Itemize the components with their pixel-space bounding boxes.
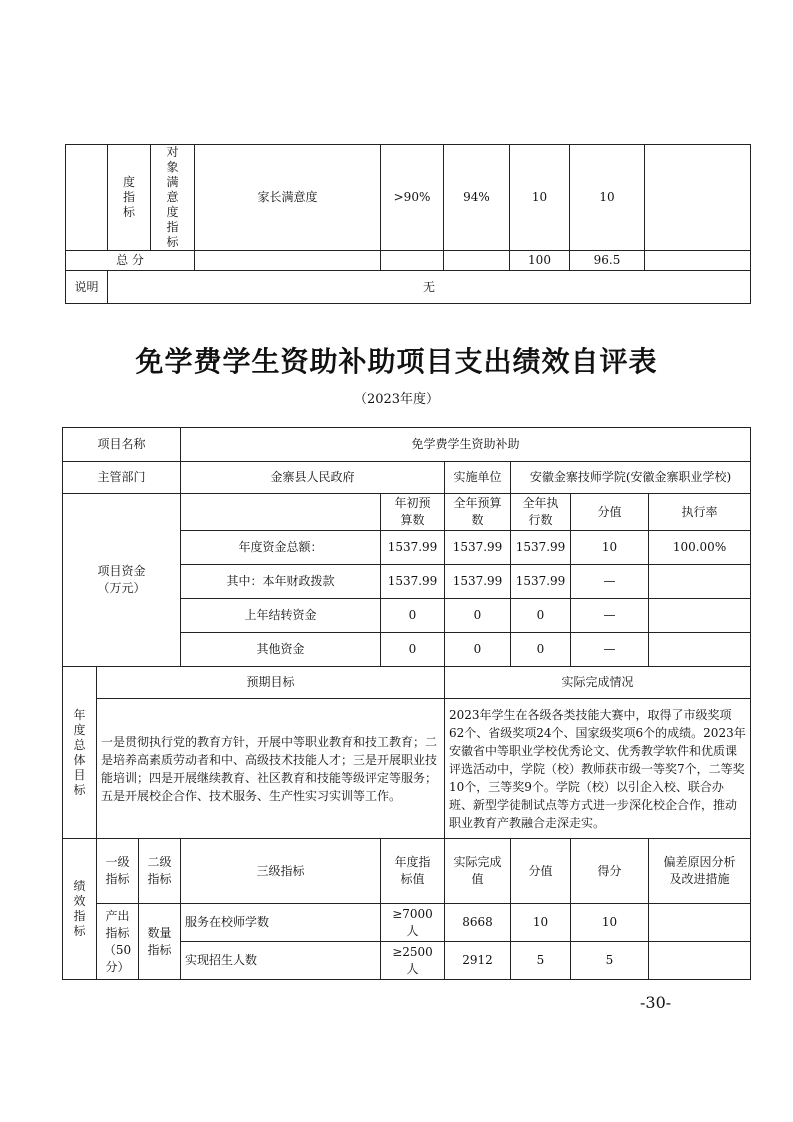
perf-header-deviation: 偏差原因分析及改进措施 <box>649 839 751 904</box>
dept-label: 主管部门 <box>63 462 181 494</box>
goals-expected-header: 预期目标 <box>97 667 445 699</box>
level2-indicator: 对象满意度指标 <box>151 145 195 251</box>
total-weight: 100 <box>510 251 570 271</box>
perf-weight: 5 <box>511 942 571 980</box>
project-name: 免学费学生资助补助 <box>181 428 751 462</box>
funds-executed: 1537.99 <box>511 565 571 599</box>
perf-deviation <box>649 942 751 980</box>
funds-header: 全年执行数 <box>511 494 571 531</box>
target-value: >90% <box>381 145 444 251</box>
funds-executed: 0 <box>511 633 571 667</box>
funds-budget-year: 1537.99 <box>445 531 511 565</box>
performance-label: 绩效指标 <box>63 839 97 980</box>
funds-rate <box>649 599 751 633</box>
dept-value: 金寨县人民政府 <box>181 462 445 494</box>
funds-executed: 0 <box>511 599 571 633</box>
note-label: 说明 <box>66 271 108 304</box>
funds-rate <box>649 565 751 599</box>
perf-level2-quantity: 数量指标 <box>139 904 181 980</box>
goals-label: 年度总体目标 <box>63 667 97 839</box>
funds-budget-start: 0 <box>381 633 445 667</box>
cell-empty <box>195 251 381 271</box>
cell-empty <box>381 251 444 271</box>
project-name-label: 项目名称 <box>63 428 181 462</box>
perf-weight: 10 <box>511 904 571 942</box>
perf-deviation <box>649 904 751 942</box>
perf-indicator: 服务在校师学数 <box>181 904 381 942</box>
funds-executed: 1537.99 <box>511 531 571 565</box>
funds-header: 分值 <box>571 494 649 531</box>
level3-indicator: 家长满意度 <box>195 145 381 251</box>
funds-row-name: 其他资金 <box>181 633 381 667</box>
cell-empty <box>181 494 381 531</box>
funds-row-name: 其中：本年财政拨款 <box>181 565 381 599</box>
cell-empty <box>645 251 751 271</box>
funds-rate: 100.00% <box>649 531 751 565</box>
funds-weight: — <box>571 599 649 633</box>
perf-header-weight: 分值 <box>511 839 571 904</box>
perf-target: ≥7000人 <box>381 904 445 942</box>
funds-header: 年初预算数 <box>381 494 445 531</box>
perf-actual: 2912 <box>445 942 511 980</box>
perf-header-level2: 二级指标 <box>139 839 181 904</box>
perf-header-target: 年度指标值 <box>381 839 445 904</box>
note-value: 无 <box>108 271 751 304</box>
funds-budget-year: 0 <box>445 599 511 633</box>
cell-empty <box>66 145 108 251</box>
perf-target: ≥2500人 <box>381 942 445 980</box>
remark-cell <box>645 145 751 251</box>
funds-budget-start: 0 <box>381 599 445 633</box>
perf-indicator: 实现招生人数 <box>181 942 381 980</box>
goals-expected-text: 一是贯彻执行党的教育方针，开展中等职业教育和技工教育；二是培养高素质劳动者和中、高级技术技能人才；三是开展职业技能培训；四是开展继续教育、社区教育和技能等级评定等服务；五是开展校企合作、技术服务、生产性实习实训等工作。 <box>97 699 445 839</box>
perf-header-level1: 一级指标 <box>97 839 139 904</box>
funds-label: 项目资金（万元） <box>63 494 181 667</box>
perf-header-level3: 三级指标 <box>181 839 381 904</box>
top-partial-table <box>65 144 751 304</box>
perf-score: 10 <box>571 904 649 942</box>
score-value: 10 <box>570 145 645 251</box>
funds-weight: — <box>571 565 649 599</box>
funds-row-name: 上年结转资金 <box>181 599 381 633</box>
page-title: 免学费学生资助补助项目支出绩效自评表 <box>135 345 658 378</box>
total-label: 总 分 <box>66 251 195 271</box>
goals-actual-header: 实际完成情况 <box>445 667 751 699</box>
level1-indicator: 度指标 <box>108 145 151 251</box>
evaluation-table <box>62 427 751 980</box>
page-subtitle: （2023年度） <box>353 392 440 407</box>
perf-actual: 8668 <box>445 904 511 942</box>
funds-budget-year: 1537.99 <box>445 565 511 599</box>
funds-weight: 10 <box>571 531 649 565</box>
funds-row-name: 年度资金总额： <box>181 531 381 565</box>
funds-budget-start: 1537.99 <box>381 531 445 565</box>
unit-value: 安徽金寨技师学院(安徽金寨职业学校) <box>511 462 751 494</box>
weight-value: 10 <box>510 145 570 251</box>
perf-header-actual: 实际完成值 <box>445 839 511 904</box>
funds-header: 执行率 <box>649 494 751 531</box>
perf-header-score: 得分 <box>571 839 649 904</box>
funds-weight: — <box>571 633 649 667</box>
funds-budget-year: 0 <box>445 633 511 667</box>
cell-empty <box>444 251 510 271</box>
page-number: -30- <box>640 993 672 1012</box>
funds-budget-start: 1537.99 <box>381 565 445 599</box>
goals-actual-text: 2023年学生在各级各类技能大赛中，取得了市级奖项62个、省级奖项24个、国家级奖项6个的成绩。2023年安徽省中等职业学校优秀论文、优秀教学软件和优质课评选活动中，学院（校）教师获市级一等奖7个，二等奖10个，三等奖9个。学院（校）以引企入校、联合办班、新型学徒制试点等方式进一步深化校企合作，推动职业教育产教融合走深走实。 <box>445 699 751 839</box>
perf-level1-output: 产出指标（50分） <box>97 904 139 980</box>
funds-header: 全年预算数 <box>445 494 511 531</box>
actual-value: 94% <box>444 145 510 251</box>
perf-score: 5 <box>571 942 649 980</box>
unit-label: 实施单位 <box>445 462 511 494</box>
funds-rate <box>649 633 751 667</box>
total-score: 96.5 <box>570 251 645 271</box>
